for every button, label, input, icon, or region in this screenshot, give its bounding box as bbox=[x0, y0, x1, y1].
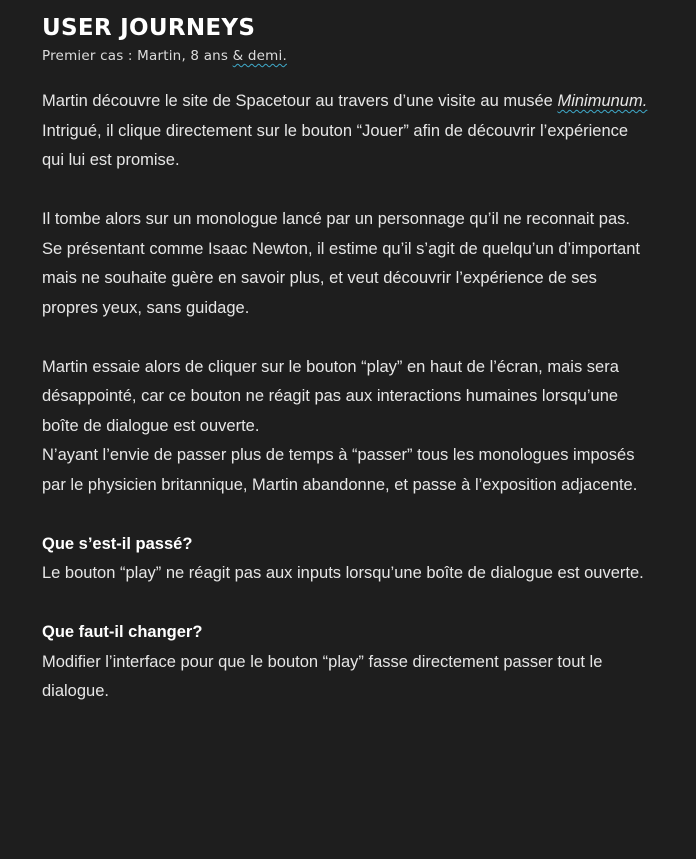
paragraph-discovery bbox=[42, 87, 654, 176]
subtitle-spellcheck-marked-text: & demi. bbox=[232, 48, 287, 64]
subtitle-text: Premier cas : Martin, 8 ans bbox=[42, 48, 233, 64]
paragraph-play-button bbox=[42, 353, 654, 501]
paragraph-discovery-start: Martin découvre le site de Spacetour au travers d’une visite au musée bbox=[42, 92, 558, 110]
page-title: USER JOURNEYS bbox=[42, 15, 256, 41]
what-to-change-text: Modifier l’interface pour que le bouton “play” fasse directement passer tout le dialogue. bbox=[42, 652, 603, 700]
what-happened-heading: Que s’est-il passé? bbox=[42, 534, 193, 553]
section-what-to-change bbox=[42, 618, 654, 707]
what-happened-text: Le bouton “play” ne réagit pas aux inputs lorsqu’une boîte de dialogue est ouverte. bbox=[42, 564, 644, 582]
what-to-change-heading: Que faut-il changer? bbox=[42, 623, 203, 641]
paragraph-discovery-end: Intrigué, il clique directement sur le bouton “Jouer” afin de découvrir l’expérience qui lui est promise. bbox=[42, 121, 629, 169]
paragraph-play-button-attempt: Martin essaie alors de cliquer sur le bouton “play” en haut de l’écran, mais sera désappointé, car ce bouton ne réagit pas aux interactions humaines lorsqu’une boîte de dialogue est ouverte. bbox=[42, 357, 619, 435]
journey-body bbox=[42, 87, 654, 707]
page-subtitle bbox=[42, 47, 654, 65]
paragraph-monologue: Il tombe alors sur un monologue lancé par un personnage qu’il ne reconnait pas. Se présentant comme Isaac Newton, il estime qu’il s’agit de quelqu’un d’important mais ne souhaite guère en savoir plus, et veut découvrir l’expérience de ses propres yeux, sans guidage. bbox=[42, 210, 640, 317]
section-what-happened bbox=[42, 530, 654, 589]
paragraph-play-button-abandon: N’ayant l’envie de passer plus de temps à “passer” tous les monologues imposés par le physicien britannique, Martin abandonne, et passe à l’exposition adjacente. bbox=[42, 446, 638, 494]
museum-name: Minimunum. bbox=[557, 92, 648, 110]
